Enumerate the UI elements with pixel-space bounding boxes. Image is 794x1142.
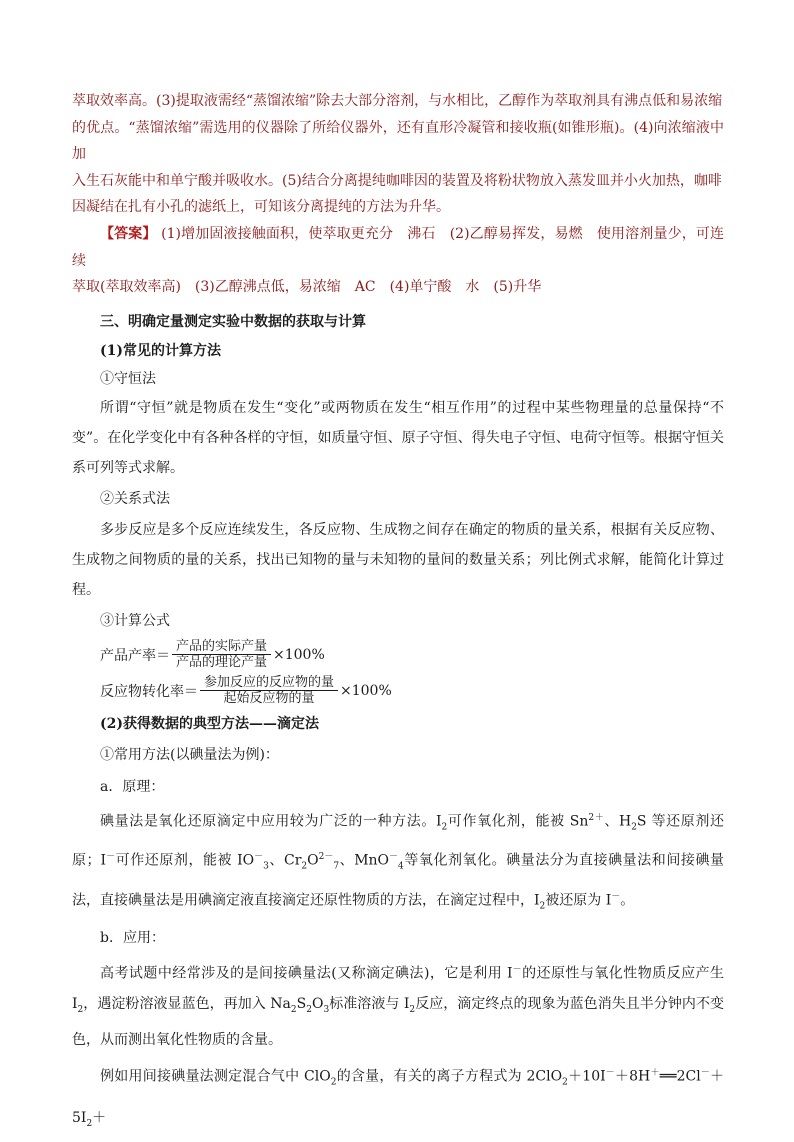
yield-fraction xyxy=(172,639,271,670)
example-text: 例如用间接碘量法测定混合气中 ClO$_2$的含量，有关的离子方程式为 $2ClO_2+10I^-+8H^+══2Cl^-+5I_2+$ xyxy=(72,1067,724,1129)
method-1-text: 所谓“守恒”就是物质在发生“变化”或两物质在发生“相互作用”的过程中某些物理量的总量保持“不变”。在化学变化中有各种各样的守恒，如质量守恒、原子守恒、得失电子守恒、电荷守恒等。根据守恒关系可列等式求解。 xyxy=(72,399,724,476)
conversion-numerator: 参加反应的反应物的量 xyxy=(200,675,338,691)
answer-line-2: 萃取(萃取效率高) (3)乙醇沸点低，易浓缩 AC (4)单宁酸 水 (5)升华 xyxy=(72,279,542,296)
application-title: b．应用： xyxy=(100,930,165,947)
application-text: 高考试题中经常涉及的是间接碘量法(又称滴定碘法)，它是利用 I－的还原性与氧化性物质反应产生 $I_2$，遇淀粉溶液显蓝色，再加入 $Na_2S_2O_3$标准溶液与 $I_2$反应，滴定终点的现象为蓝色消失且半分钟内不变色，从而测出氧化性物质的含量。 xyxy=(72,965,724,1048)
method-2-title: ②关系式法 xyxy=(100,490,170,507)
yield-formula-label: 产品产率＝ xyxy=(100,647,170,664)
yield-formula xyxy=(72,637,724,673)
answer-tag: 【答案】 xyxy=(100,225,157,242)
analysis-line-1: 萃取效率高。(3)提取液需经“蒸馏浓缩”除去大部分溶剂，与水相比，乙醇作为萃取剂具有沸点低和易浓缩 xyxy=(72,93,723,109)
page-content xyxy=(72,88,724,1142)
answer-line-1 xyxy=(72,221,724,274)
answer-text-1: (1)增加固液接触面积，使萃取更充分 沸石 (2)乙醇易挥发，易燃 使用溶剂量少，可连续 xyxy=(72,225,724,269)
analysis-line-3: 入生石灰能中和单宁酸并吸收水。(5)结合分离提纯咖啡因的装置及将粉状物放入蒸发皿并小火加热，咖啡 xyxy=(72,172,722,189)
analysis-line-2: 的优点。“蒸馏浓缩”需选用的仪器除了所给仪器外，还有直形冷凝管和接收瓶(如锥形瓶)。(4)向浓缩液中加 xyxy=(72,119,724,163)
conversion-formula-label: 反应物转化率＝ xyxy=(100,683,198,700)
subsection-title-1: (1)常见的计算方法 xyxy=(100,342,221,359)
conversion-denominator: 起始反应物的量 xyxy=(223,691,315,707)
method-2-text: 多步反应是多个反应连续发生，各反应物、生成物之间存在确定的物质的量关系，根据有关反应物、生成物之间物质的量的关系，找出已知物的量与未知物的量间的数量关系；列比例式求解，能简化计算过程。 xyxy=(72,521,724,598)
analysis-line-4: 因凝结在扎有小孔的滤纸上，可知该分离提纯的方法为升华。 xyxy=(72,199,450,216)
conversion-formula xyxy=(72,673,724,709)
subsection-title-2: (2)获得数据的典型方法——滴定法 xyxy=(100,715,319,732)
conversion-formula-tail: ×100% xyxy=(340,682,392,699)
conversion-fraction xyxy=(200,675,338,706)
method-3-title: ③计算公式 xyxy=(100,612,170,629)
yield-formula-tail: ×100% xyxy=(273,646,325,663)
yield-numerator: 产品的实际产量 xyxy=(172,639,271,655)
principle-title: a．原理： xyxy=(100,778,165,795)
principle-text: 碘量法是氧化还原滴定中应用较为广泛的一种方法。$I_2$可作氧化剂，能被 $Sn^{2+}$、$H_2S$ 等还原剂还原；I－可作还原剂，能被 $IO^-_3$、$Cr_2O^{2-}_7$、MnO－$_4$等氧化剂氧化。碘量法分为直接碘量法和间接碘量法，直接碘量法是用碘滴定液直接滴定还原性物质的方法，在滴定过程中，$I_2$被还原为 I－。 xyxy=(72,812,725,912)
section-title: 三、明确定量测定实验中数据的获取与计算 xyxy=(100,313,366,330)
titration-method-title: ①常用方法(以碘量法为例)： xyxy=(100,746,279,763)
yield-denominator: 产品的理论产量 xyxy=(176,655,268,671)
method-1-title: ①守恒法 xyxy=(100,370,156,387)
